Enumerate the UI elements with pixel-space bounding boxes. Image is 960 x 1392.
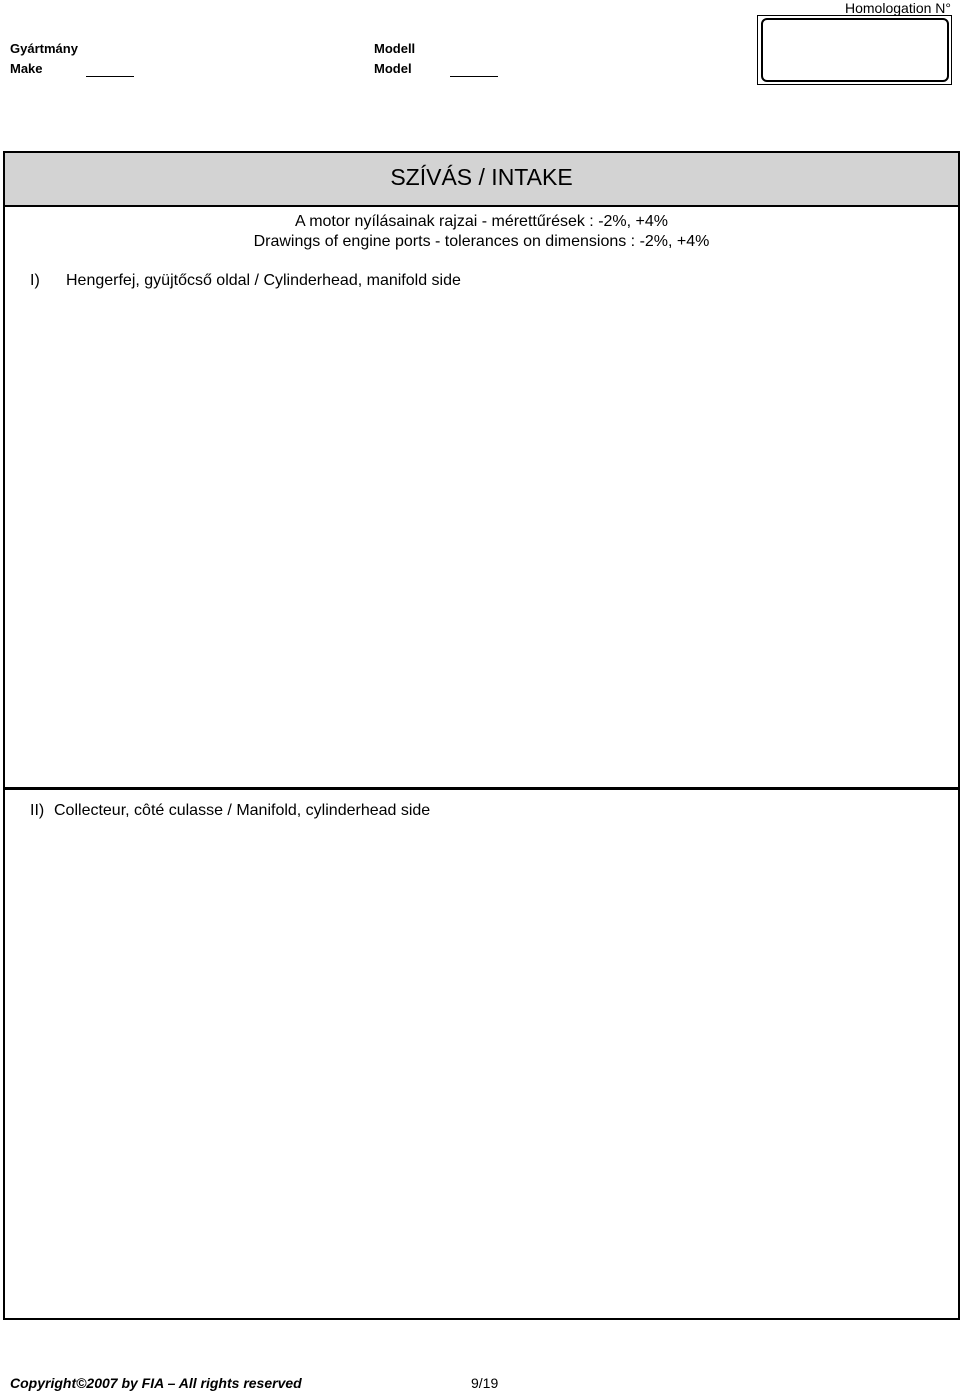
section-1-number: I) bbox=[30, 272, 40, 289]
make-label-en: Make bbox=[10, 61, 43, 76]
homologation-label: Homologation N° bbox=[845, 0, 951, 16]
model-label-hu: Modell bbox=[374, 41, 416, 56]
subtitle-hungarian: A motor nyílásainak rajzai - mérettűrések : -2%, +4% bbox=[294, 213, 669, 230]
section-1-label: Hengerfej, gyüjtőcső oldal / Cylinderhead, manifold side bbox=[66, 272, 461, 289]
model-label-en: Model bbox=[374, 61, 412, 76]
form-title: SZÍVÁS / INTAKE bbox=[390, 164, 573, 190]
make-label-hu: Gyártmány bbox=[10, 41, 78, 56]
section-divider bbox=[3, 787, 960, 790]
homologation-number-field[interactable] bbox=[761, 18, 949, 82]
subtitle-english: Drawings of engine ports - tolerances on dimensions : -2%, +4% bbox=[253, 233, 710, 250]
form-frame bbox=[3, 151, 960, 1320]
model-input-line[interactable] bbox=[450, 76, 498, 77]
section-2-label: Collecteur, côté culasse / Manifold, cylinderhead side bbox=[54, 802, 431, 819]
page-number: 9/19 bbox=[471, 1375, 499, 1391]
copyright-notice: Copyright©2007 by FIA – All rights reserved bbox=[10, 1375, 302, 1391]
section-2-number: II) bbox=[30, 802, 45, 819]
make-input-line[interactable] bbox=[86, 76, 134, 77]
